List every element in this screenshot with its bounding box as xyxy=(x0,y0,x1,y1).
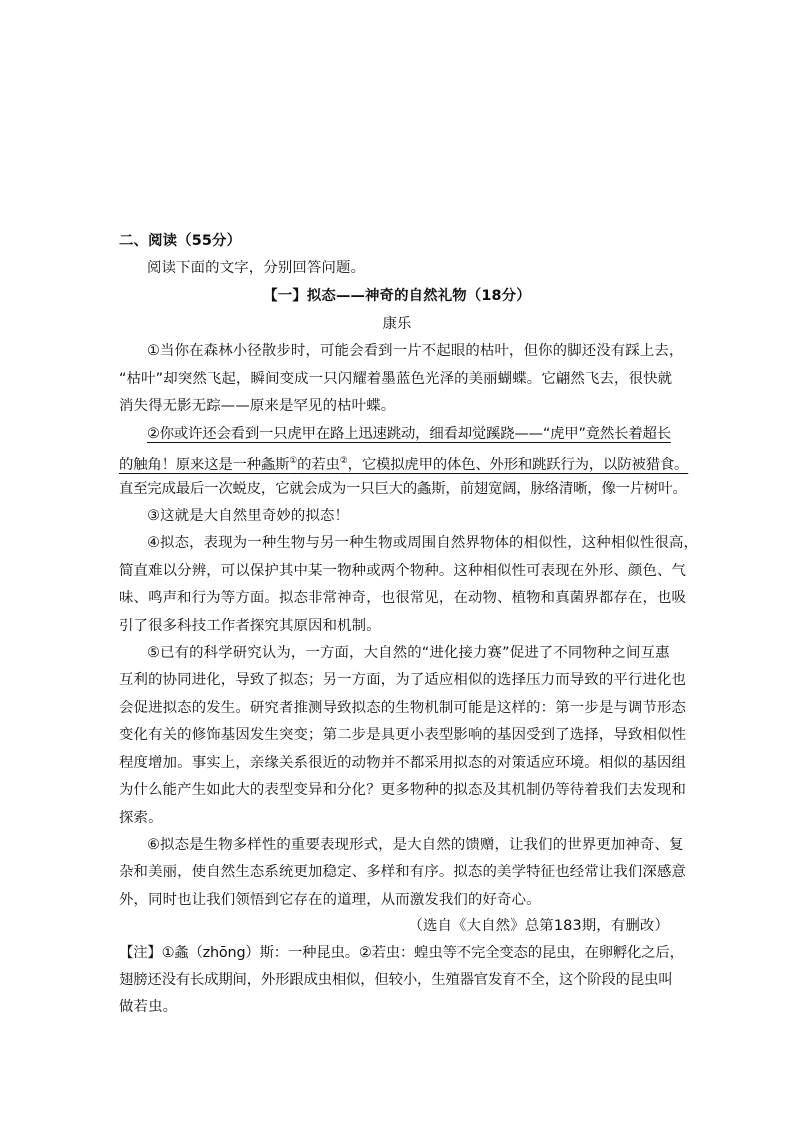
note-line-1: 【注】①螽（zhōng）斯：一种昆虫。②若虫：蝗虫等不完全变态的昆虫，在卵孵化之后， xyxy=(119,945,684,961)
underlined-passage: 的触角！原来这是一种螽斯①的若虫②，它模拟虎甲的体色、外形和跳跃行为，以防被猎食。 xyxy=(119,456,689,473)
paragraph-5-line-3: 会促进拟态的发生。研究者推测导致拟态的生物机制可能是这样的：第一步是与调节形态 xyxy=(119,700,687,716)
paragraph-4-line-2: 简直难以分辨，可以保护其中某一物种或两个物种。这种相似性可表现在外形、颜色、气 xyxy=(119,563,687,579)
paragraph-1-line-3: 消失得无影无踪——原来是罕见的枯叶蝶。 xyxy=(119,398,396,414)
paragraph-5-line-1: ⑤已有的科学研究认为，一方面，大自然的“进化接力赛”促进了不同物种之间互惠 xyxy=(147,645,670,661)
instruction-text: 阅读下面的文字，分别回答问题。 xyxy=(147,260,366,276)
paragraph-2-line-3: 直至完成最后一次蜕皮，它就会成为一只巨大的螽斯，前翅宽阔，脉络清晰，像一片树叶。 xyxy=(119,481,687,497)
paragraph-4-line-3: 味、鸣声和行为等方面。拟态非常神奇，也很常见，在动物、植物和真菌界都存在，也吸 xyxy=(119,590,687,606)
note-line-3: 做若虫。 xyxy=(119,999,178,1015)
paragraph-4-line-4: 引了很多科技工作者探究其原因和机制。 xyxy=(119,618,381,634)
paragraph-1-line-1: ①当你在森林小径散步时，可能会看到一片不起眼的枯叶，但你的脚还没有踩上去， xyxy=(147,343,684,359)
article-title: 【一】拟态——神奇的自然礼物（18分） xyxy=(263,288,531,304)
paragraph-5-line-7: 探索。 xyxy=(119,810,163,826)
article-author: 康乐 xyxy=(382,316,412,332)
paragraph-2-line-1 xyxy=(119,422,675,446)
paragraph-6-line-1: ⑥拟态是生物多样性的重要表现形式，是大自然的馈赠，让我们的世界更加神奇、复 xyxy=(147,837,684,853)
paragraph-3: ③这就是大自然里奇妙的拟态！ xyxy=(147,508,350,524)
paragraph-1-line-2: “枯叶”却突然飞起，瞬间变成一只闪耀着墨蓝色光泽的美丽蝴蝶。它翩然飞去，很快就 xyxy=(119,371,673,387)
paragraph-5-line-6: 为什么能产生如此大的表型变异和分化？更多物种的拟态及其机制仍等待着我们去发现和 xyxy=(119,782,687,798)
paragraph-5-line-5: 程度增加。事实上，亲缘关系很近的动物并不都采用拟态的对策适应环境。相似的基因组 xyxy=(119,755,687,771)
paragraph-2-line-2 xyxy=(119,449,689,477)
underlined-passage: ②你或许还会看到一只虎甲在路上迅速跳动，细看却觉蹊跷——“虎甲”竟然长着超长 xyxy=(147,426,671,442)
note-line-2: 翅膀还没有长成期间，外形跟成虫相似，但较小，生殖器官发育不全，这个阶段的昆虫叫 xyxy=(119,972,673,988)
paragraph-6-line-2: 杂和美丽，使自然生态系统更加稳定、多样和有序。拟态的美学特征也经常让我们深感意 xyxy=(119,864,687,880)
source-citation: （选自《大自然》总第183期，有删改） xyxy=(408,918,669,934)
paragraph-6-line-3: 外，同时也让我们领悟到它存在的道理，从而激发我们的好奇心。 xyxy=(119,892,541,908)
footnote-marker-1: ① xyxy=(289,456,298,466)
footnote-marker-2: ② xyxy=(339,456,348,466)
paragraph-5-line-4: 变化有关的修饰基因发生突变；第二步是具更小表型影响的基因受到了选择，导致相似性 xyxy=(119,727,687,743)
paragraph-5-line-2: 互利的协同进化，导致了拟态；另一方面，为了适应相似的选择压力而导致的平行进化也 xyxy=(119,672,687,688)
section-heading: 二、阅读（55分） xyxy=(119,233,242,249)
paragraph-4-line-1: ④拟态，表现为一种生物与另一种生物或周围自然界物体的相似性，这种相似性很高， xyxy=(147,535,699,551)
